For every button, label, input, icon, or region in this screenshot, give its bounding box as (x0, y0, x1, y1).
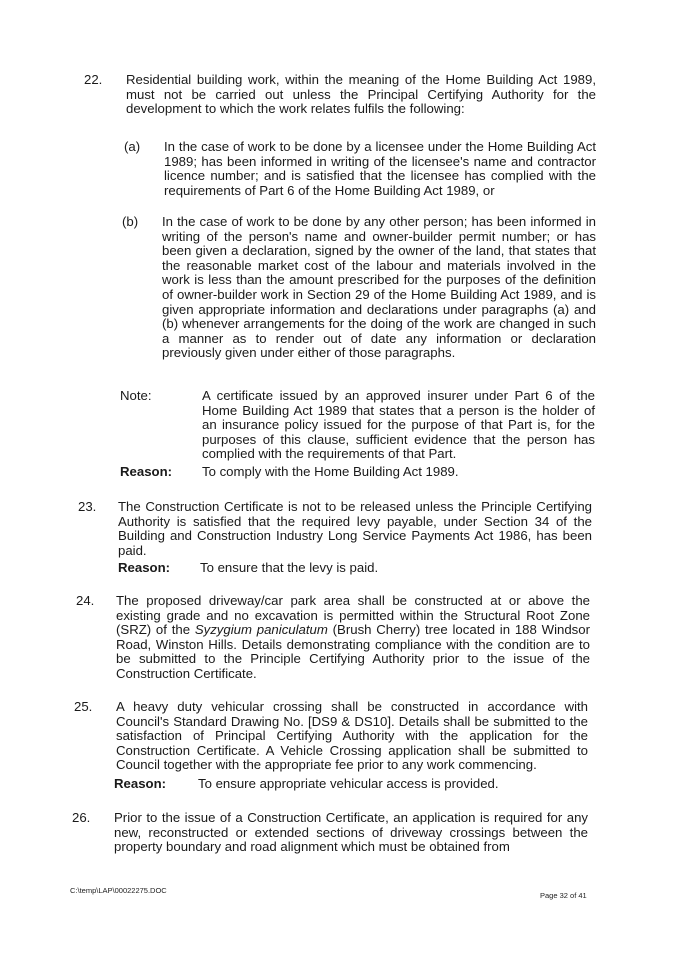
condition-number: 23. (78, 499, 97, 514)
footer-page-number: Page 32 of 41 (540, 891, 587, 900)
condition-text: The Construction Certificate is not to be released unless the Principle Certifying Authority is satisfied that the required levy payable, under Section 34 of the Building and Construction Industry Long Service Payments Act 1986, has been paid. (118, 499, 592, 558)
condition-number: 22. (84, 72, 103, 87)
condition-text: Residential building work, within the meaning of the Home Building Act 1989, must not be carried out unless the Principal Certifying Authority for the development to which the work relates fulfils the following: (126, 72, 596, 117)
condition-number: 25. (74, 699, 93, 714)
note-text: A certificate issued by an approved insurer under Part 6 of the Home Building Act 1989 that states that a person is the holder of an insurance policy issued for the purpose of that Part is, for the purposes of this clause, sufficient evidence that the person has complied with the requirements of that Part. (202, 388, 595, 462)
reason-text: To ensure appropriate vehicular access is provided. (198, 776, 499, 791)
reason-label: Reason: (120, 464, 173, 479)
condition-text: A heavy duty vehicular crossing shall be constructed in accordance with Council's Standard Drawing No. [DS9 & DS10]. Details shall be submitted to the satisfaction of Principal Certifying Authority with the application for the Construction Certificate. A Vehicle Crossing application shall be submitted to Council together with the appropriate fee prior to any work commencing. (116, 699, 588, 773)
condition-number: 26. (72, 810, 91, 825)
condition-number: 24. (76, 593, 95, 608)
item-label: (b) (122, 214, 139, 229)
item-text: In the case of work to be done by any other person; has been informed in writing of the person's name and owner-builder permit number; or has been given a declaration, signed by the owner of the land, that states that the reasonable market cost of the labour and materials involved in the work is less than the amount prescribed for the purposes of the definition of owner-builder work in Section 29 of the Home Building Act 1989, and is given appropriate information and declarations under paragraphs (a) and (b) whenever arrangements for the doing of the work are changed in such a manner as to render out of date any information or declaration previously given under either of those paragraphs. (162, 214, 596, 361)
condition-text: Prior to the issue of a Construction Certificate, an application is required for any new, reconstructed or extended sections of driveway crossings between the property boundary and road alignment which must be obtained from (114, 810, 588, 855)
reason-text: To ensure that the levy is paid. (200, 560, 379, 575)
footer-file-path: C:\temp\LAP\00022275.DOC (70, 886, 167, 895)
reason-label: Reason: (114, 776, 167, 791)
item-text: In the case of work to be done by a licensee under the Home Building Act 1989; has been informed in writing of the licensee's name and contractor licence number; and is satisfied that the licensee has complied with the requirements of Part 6 of the Home Building Act 1989, or (164, 139, 596, 198)
condition-text: The proposed driveway/car park area shall be constructed at or above the existing grade and no excavation is permitted within the Structural Root Zone (SRZ) of the Syzygium paniculatum (Brush Cherry) tree located in 188 Windsor Road, Winston Hills. Details demonstrating compliance with the condition are to be submitted to the Principle Certifying Authority prior to the issue of the Construction Certificate. (116, 593, 590, 681)
reason-text: To comply with the Home Building Act 1989. (202, 464, 459, 479)
item-label: (a) (124, 139, 141, 154)
reason-label: Reason: (118, 560, 171, 575)
note-label: Note: (120, 388, 152, 403)
